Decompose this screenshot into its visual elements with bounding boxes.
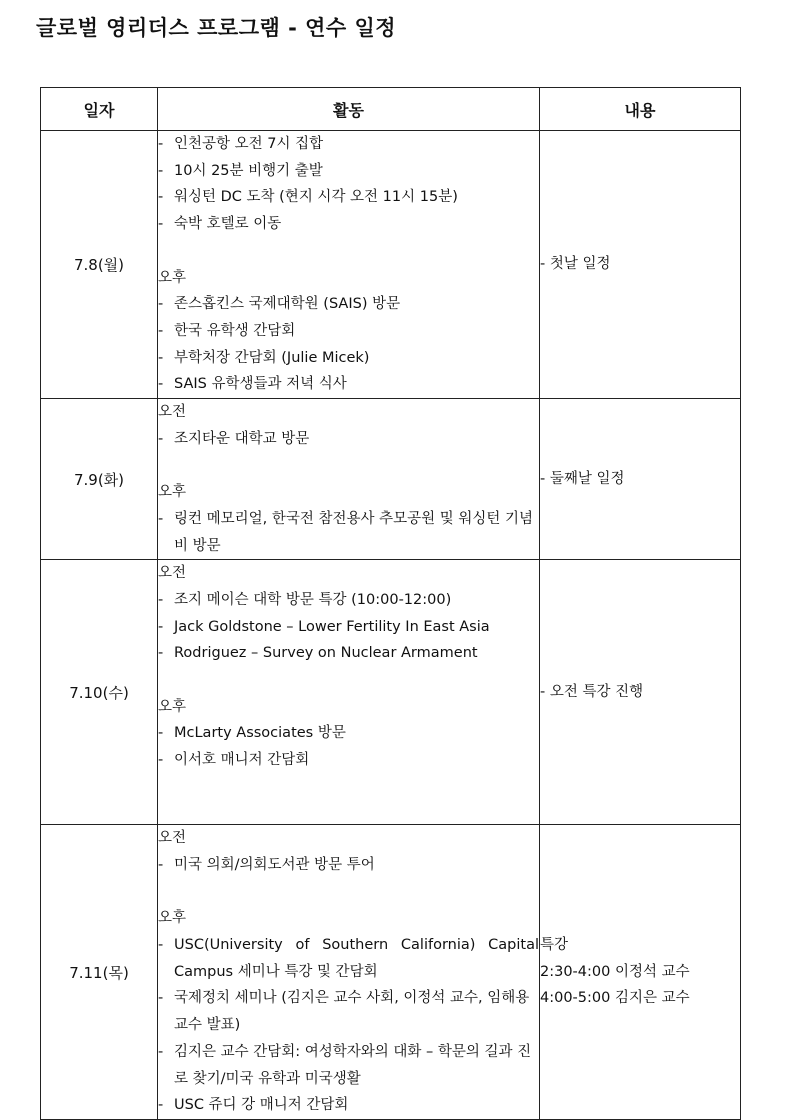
spacer (158, 238, 539, 265)
spacer (158, 667, 539, 694)
activity-cell (158, 825, 540, 1120)
time-of-day-label: 오전 (158, 404, 187, 421)
activity-item (158, 640, 539, 667)
header-notes: 내용 (540, 88, 741, 131)
time-of-day-label: 오후 (158, 484, 187, 501)
activity-item (158, 506, 539, 559)
activity-item (158, 852, 539, 879)
activity-text: 국제정치 세미나 (김지은 교수 사회, 이정석 교수, 임해용 교수 발표) (174, 990, 530, 1034)
notes-cell (540, 825, 741, 1120)
activity-cell (158, 131, 540, 399)
activity-item (158, 426, 539, 453)
activity-item (158, 614, 539, 641)
activity-item (158, 291, 539, 318)
bullet-dash: - (158, 1097, 164, 1114)
bullet-dash: - (158, 937, 164, 954)
bullet-dash: - (158, 618, 164, 635)
activity-text: McLarty Associates 방문 (174, 725, 346, 742)
activity-item (158, 131, 539, 158)
note-line: - 오전 특강 진행 (540, 683, 644, 700)
document-title: 글로벌 영리더스 프로그램 - 연수 일정 (36, 16, 397, 40)
activity-text: 한국 유학생 간담회 (174, 322, 296, 339)
activity-item (158, 747, 539, 774)
time-of-day-label: 오후 (158, 269, 187, 286)
activity-text: 김지은 교수 간담회: 여성학자와의 대화 – 학문의 길과 진로 찾기/미국 유학과 미국생활 (174, 1043, 532, 1087)
bullet-dash: - (158, 216, 164, 233)
header-date: 일자 (41, 88, 158, 131)
note-line: 2:30-4:00 이정석 교수 (540, 963, 690, 980)
bullet-dash: - (158, 430, 164, 447)
date-cell: 7.10(수) (41, 560, 158, 825)
bullet-dash: - (158, 510, 164, 527)
activity-text: 링컨 메모리얼, 한국전 참전용사 추모공원 및 워싱턴 기념비 방문 (174, 510, 534, 554)
activity-text: 인천공항 오전 7시 집합 (174, 136, 324, 152)
notes-cell (540, 131, 741, 399)
activity-item (158, 720, 539, 747)
bullet-dash: - (158, 296, 164, 313)
activity-item (158, 1039, 539, 1092)
bullet-dash: - (158, 162, 164, 179)
note-line: - 둘째날 일정 (540, 470, 625, 487)
notes-cell (540, 560, 741, 825)
note-line: 특강 (540, 937, 569, 954)
bullet-dash: - (158, 725, 164, 742)
activity-cell (158, 399, 540, 560)
activity-text: 조지타운 대학교 방문 (174, 430, 310, 447)
activity-item (158, 211, 539, 238)
activity-item (158, 345, 539, 372)
activity-text: 숙박 호텔로 이동 (174, 216, 282, 233)
bullet-dash: - (158, 1043, 164, 1060)
header-row (41, 88, 741, 131)
activity-item (158, 158, 539, 185)
activity-item (158, 932, 539, 985)
date-cell: 7.11(목) (41, 825, 158, 1120)
activity-item (158, 587, 539, 614)
bullet-dash: - (158, 376, 164, 393)
activity-item (158, 985, 539, 1038)
note-line: - 첫날 일정 (540, 256, 611, 273)
activity-text: 미국 의회/의회도서관 방문 투어 (174, 856, 375, 873)
date-cell: 7.9(화) (41, 399, 158, 560)
activity-text: 이서호 매니저 간담회 (174, 752, 310, 769)
table-row (41, 560, 741, 825)
bullet-dash: - (158, 189, 164, 206)
time-of-day-label: 오전 (158, 830, 187, 847)
bullet-dash: - (158, 645, 164, 662)
activity-text: SAIS 유학생들과 저녁 식사 (174, 376, 347, 393)
time-of-day-label: 오전 (158, 565, 187, 582)
activity-text: 부학처장 간담회 (Julie Micek) (174, 349, 370, 366)
bullet-dash: - (158, 591, 164, 608)
table-row (41, 131, 741, 399)
activity-text: 조지 메이슨 대학 방문 특강 (10:00-12:00) (174, 591, 452, 608)
activity-item (158, 1092, 539, 1119)
bullet-dash: - (158, 322, 164, 339)
bullet-dash: - (158, 349, 164, 366)
activity-text: Jack Goldstone – Lower Fertility In East Asia (174, 618, 490, 635)
notes-cell (540, 399, 741, 560)
bullet-dash: - (158, 136, 164, 152)
table-row (41, 399, 741, 560)
time-of-day-label: 오후 (158, 698, 187, 715)
activity-text: 10시 25분 비행기 출발 (174, 162, 323, 179)
spacer (158, 879, 539, 906)
activity-cell (158, 560, 540, 825)
activity-text: USC(University of Southern California) Capital Campus 세미나 특강 및 간담회 (174, 937, 539, 980)
activity-text: 존스홉킨스 국제대학원 (SAIS) 방문 (174, 296, 401, 313)
spacer (158, 452, 539, 479)
bullet-dash: - (158, 856, 164, 873)
activity-item (158, 318, 539, 345)
activity-item (158, 371, 539, 398)
time-of-day-label: 오후 (158, 910, 187, 927)
activity-text: 워싱턴 DC 도착 (현지 시각 오전 11시 15분) (174, 189, 458, 206)
activity-text: USC 쥬디 강 매니저 간담회 (174, 1097, 349, 1114)
activity-item (158, 184, 539, 211)
bullet-dash: - (158, 990, 164, 1007)
note-line: 4:00-5:00 김지은 교수 (540, 990, 690, 1007)
table-row (41, 825, 741, 1120)
header-activity: 활동 (158, 88, 540, 131)
activity-text: Rodriguez – Survey on Nuclear Armament (174, 645, 478, 662)
bullet-dash: - (158, 752, 164, 769)
date-cell: 7.8(월) (41, 131, 158, 399)
schedule-table (40, 87, 741, 1120)
